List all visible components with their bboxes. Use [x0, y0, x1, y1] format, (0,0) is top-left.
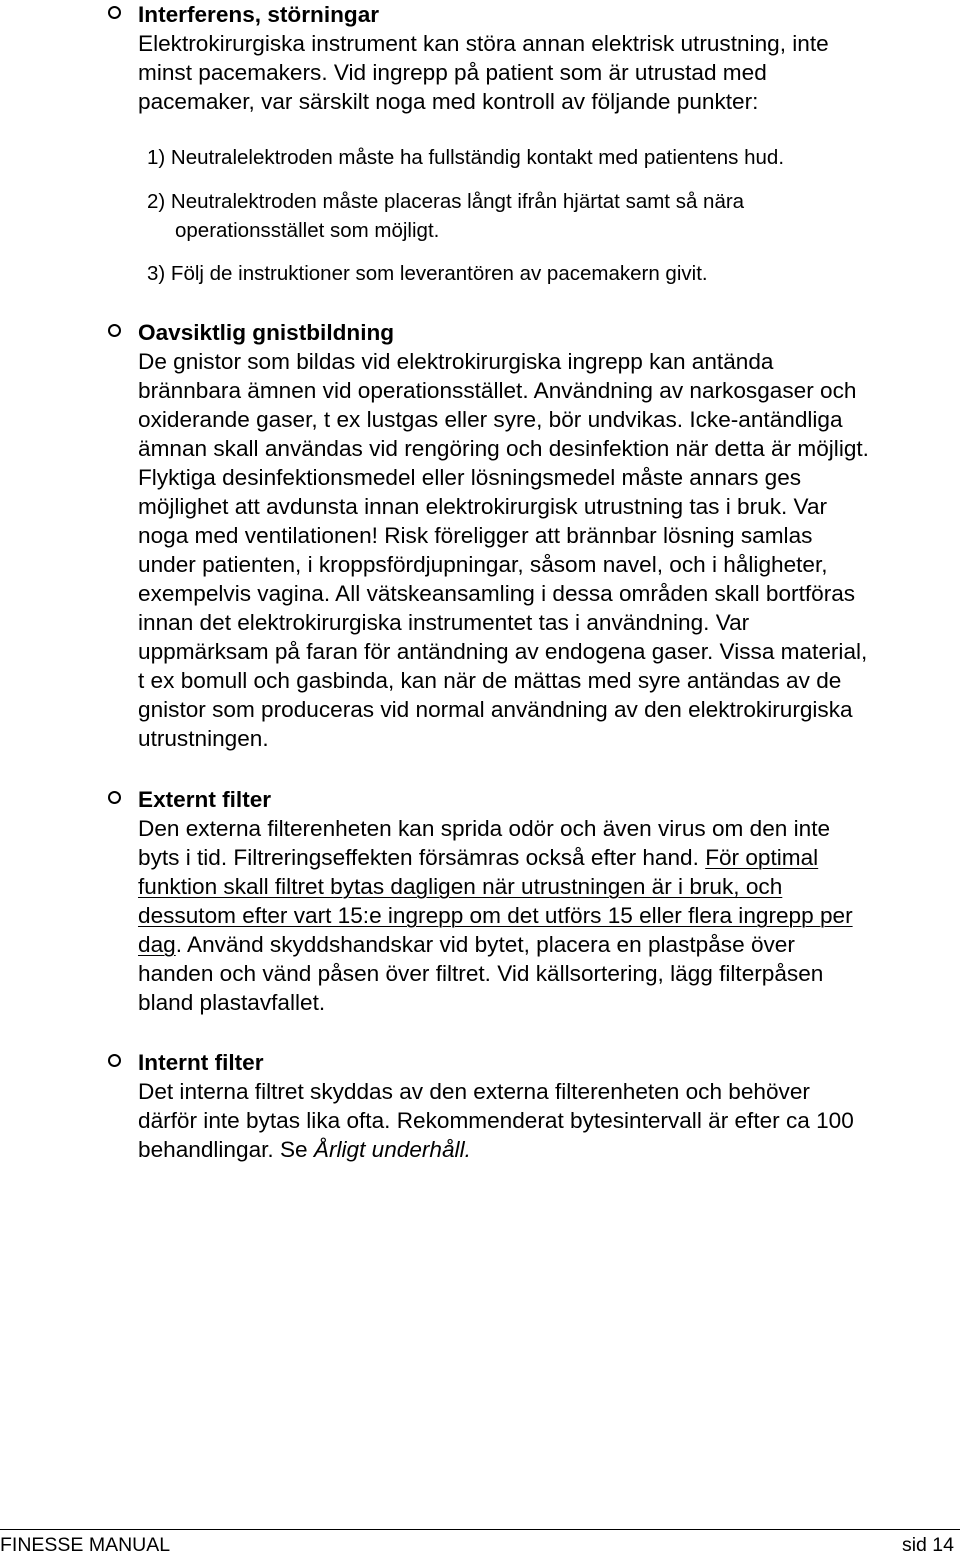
cross-reference: Årligt underhåll.	[313, 1137, 471, 1162]
paragraph-line: Flyktiga desinfektionsmedel eller lösningsmedel måste annars ges	[138, 465, 802, 490]
paragraph-line: noga med ventilationen! Risk föreligger att brännbar lösning samlas	[138, 523, 813, 548]
paragraph-line: handen och vänd påsen över filtret. Vid källsortering, lägg filterpåsen	[138, 961, 824, 986]
paragraph-line: Elektrokirurgiska instrument kan störa annan elektrisk utrustning, inte	[138, 31, 829, 56]
paragraph-text: byts i tid. Filtreringseffekten försämras också efter hand.	[138, 845, 706, 870]
paragraph-line: innan det elektrokirurgiska instrumentet tas i användning. Var	[138, 610, 750, 635]
paragraph-line	[138, 1135, 958, 1164]
paragraph-line	[138, 872, 958, 901]
paragraph-line: Den externa filterenheten kan sprida odör och även virus om den inte	[138, 816, 831, 841]
underlined-text: funktion skall filtret bytas dagligen när utrustningen är i bruk, och	[138, 874, 783, 899]
section-interferens-body	[138, 0, 958, 116]
paragraph-line: möjlighet att avdunsta innan elektrokirurgisk utrustning tas i bruk. Var	[138, 494, 828, 519]
bullet-icon	[108, 324, 121, 337]
pacemaker-checklist	[147, 187, 957, 245]
underlined-text: dag	[138, 932, 176, 957]
footer-divider	[0, 1529, 960, 1530]
section-heading: Interferens, störningar	[138, 2, 380, 27]
paragraph-line: Det interna filtret skyddas av den externa filterenheten och behöver	[138, 1079, 810, 1104]
paragraph-line: gnistor som produceras vid normal användning av den elektrokirurgiska	[138, 697, 853, 722]
paragraph-line: De gnistor som bildas vid elektrokirurgiska ingrepp kan antända	[138, 349, 774, 374]
section-heading: Oavsiktlig gnistbildning	[138, 320, 395, 345]
paragraph-line: exempelvis vagina. All vätskeansamling i dessa områden skall bortföras	[138, 581, 856, 606]
checklist-item-continuation: operationsstället som möjligt.	[175, 219, 440, 242]
paragraph-line	[138, 901, 958, 930]
underlined-text: För optimal	[705, 845, 819, 870]
paragraph-line: brännbara ämnen vid operationsstället. Användning av narkosgaser och	[138, 378, 857, 403]
footer-manual-title: FINESSE MANUAL	[0, 1534, 171, 1556]
paragraph-line: därför inte bytas lika ofta. Rekommenderat bytesintervall är efter ca 100	[138, 1108, 854, 1133]
pacemaker-checklist	[147, 259, 957, 288]
section-gnistbildning-body	[138, 318, 958, 753]
bullet-icon	[108, 6, 121, 19]
paragraph-line: uppmärksam på faran för antändning av endogena gaser. Vissa material,	[138, 639, 868, 664]
paragraph-line: utrustningen.	[138, 726, 269, 751]
section-heading: Internt filter	[138, 1050, 264, 1075]
checklist-item: 3) Följ de instruktioner som leverantören av pacemakern givit.	[147, 262, 708, 285]
section-externt-filter-body	[138, 785, 958, 1017]
paragraph-line: bland plastavfallet.	[138, 990, 326, 1015]
paragraph-line: under patienten, i kroppsfördjupningar, såsom navel, och i håligheter,	[138, 552, 828, 577]
checklist-item: 2) Neutralektroden måste placeras långt ifrån hjärtat samt så nära	[147, 190, 745, 213]
footer-page-number: sid 14	[901, 1534, 954, 1556]
bullet-icon	[108, 1054, 121, 1067]
paragraph-text: behandlingar. Se	[138, 1137, 314, 1162]
paragraph-line: oxiderande gaser, t ex lustgas eller syre, bör undvikas. Icke-antändliga	[138, 407, 843, 432]
checklist-item: 1) Neutralelektroden måste ha fullständig kontakt med patientens hud.	[147, 146, 785, 169]
paragraph-line: minst pacemakers. Vid ingrepp på patient som är utrustad med	[138, 60, 767, 85]
pacemaker-checklist	[147, 143, 957, 172]
paragraph-line	[138, 843, 958, 872]
bullet-icon	[108, 791, 121, 804]
paragraph-line: t ex bomull och gasbinda, kan när de mättas med syre antändas av de	[138, 668, 842, 693]
underlined-text: dessutom efter vart 15:e ingrepp om det utförs 15 eller flera ingrepp per	[138, 903, 853, 928]
section-heading: Externt filter	[138, 787, 272, 812]
section-internt-filter-body	[138, 1048, 958, 1164]
paragraph-line: pacemaker, var särskilt noga med kontroll av följande punkter:	[138, 89, 759, 114]
paragraph-text: . Använd skyddshandskar vid bytet, placera en plastpåse över	[175, 932, 795, 957]
paragraph-line: ämnan skall användas vid rengöring och desinfektion när detta är möjligt.	[138, 436, 869, 461]
paragraph-line	[138, 930, 958, 959]
